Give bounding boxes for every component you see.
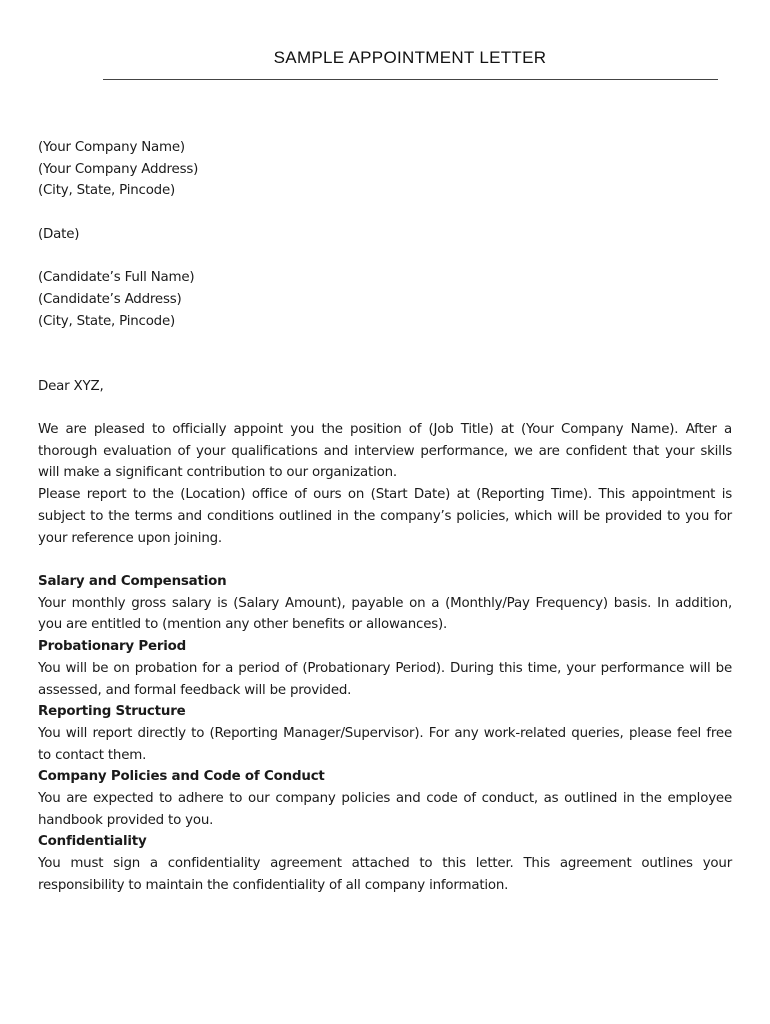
recipient-address: (Candidate’s Address) xyxy=(38,291,182,307)
intro-paragraph: We are pleased to officially appoint you the position of (Job Title) at (Your Company Name). After a thorough evaluation of your qualifications and interview performance, we are confident that your skills will make a significant contribution to our organization. xyxy=(38,422,732,481)
document-title: SAMPLE APPOINTMENT LETTER xyxy=(273,48,547,67)
sender-block xyxy=(38,137,732,202)
section-policies xyxy=(38,766,732,831)
section-salary xyxy=(38,571,732,636)
recipient-block xyxy=(38,267,732,332)
section-heading: Salary and Compensation xyxy=(38,573,227,589)
section-heading: Probationary Period xyxy=(38,639,187,655)
sender-company-name: (Your Company Name) xyxy=(38,140,185,155)
letter-body xyxy=(38,137,732,897)
sender-city-state-pincode: (City, State, Pincode) xyxy=(38,183,176,199)
section-body: Your monthly gross salary is (Salary Amount), payable on a (Monthly/Pay Frequency) basis. In addition, you are entitled to (mention any other benefits or allowances). xyxy=(38,595,732,633)
section-body: You are expected to adhere to our company policies and code of conduct, as outlined in the employee handbook provided to you. xyxy=(38,791,732,828)
letter-date: (Date) xyxy=(38,226,80,242)
salutation: Dear XYZ, xyxy=(38,378,104,394)
section-body: You will be on probation for a period of (Probationary Period). During this time, your performance will be assessed, and formal feedback will be provided. xyxy=(38,660,732,698)
section-heading: Reporting Structure xyxy=(38,704,186,720)
recipient-city-state-pincode: (City, State, Pincode) xyxy=(38,313,176,329)
title-underline xyxy=(103,79,718,80)
section-reporting-structure xyxy=(38,701,732,766)
reporting-paragraph: Please report to the (Location) office of ours on (Start Date) at (Reporting Time). This appointment is subject to the terms and conditions outlined in the company’s policies, which will be provided to you for your reference upon joining. xyxy=(38,487,732,546)
section-body: You will report directly to (Reporting Manager/Supervisor). For any work-related queries, please feel free to contact them. xyxy=(38,725,732,763)
section-probation xyxy=(38,636,732,701)
sender-company-address: (Your Company Address) xyxy=(38,161,199,177)
section-body: You must sign a confidentiality agreement attached to this letter. This agreement outlines your responsibility to maintain the confidentiality of all company information. xyxy=(38,856,732,893)
section-heading: Company Policies and Code of Conduct xyxy=(38,769,325,785)
section-heading: Confidentiality xyxy=(38,834,147,850)
recipient-full-name: (Candidate’s Full Name) xyxy=(38,270,195,286)
section-confidentiality xyxy=(38,831,732,896)
